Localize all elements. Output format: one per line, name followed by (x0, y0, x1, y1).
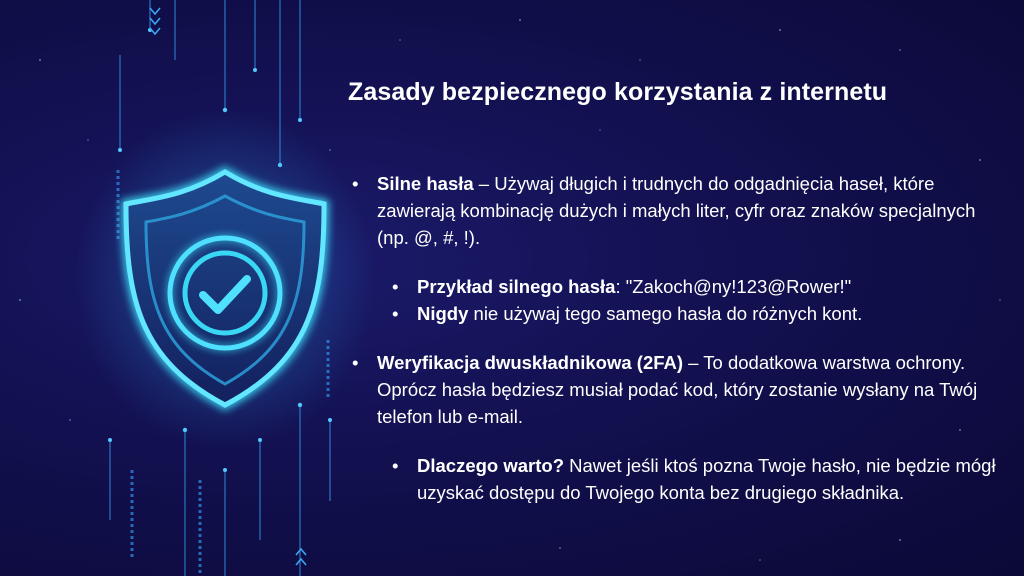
bullet-icon: • (352, 352, 359, 373)
bullet-icon: • (352, 173, 359, 194)
bullet-text: – Używaj długich i trudnych do odgadnięcia haseł, które zawierają kombinację dużych i małych liter, cyfr oraz znaków specjalnych (np. @, #, !). (377, 173, 976, 248)
sub-bullet-never (392, 300, 1012, 327)
sub-bullet-list (352, 273, 1012, 327)
sub-bullet-example (392, 273, 1012, 300)
bullet-heading: Silne hasła (377, 173, 474, 194)
sub-bullet-heading: Dlaczego warto? (417, 455, 564, 476)
slide-title: Zasady bezpiecznego korzystania z internetu (348, 78, 888, 106)
bullet-icon: • (392, 303, 399, 324)
bullet-icon: • (392, 276, 399, 297)
sub-list-wrapper (352, 452, 1012, 506)
bullet-2fa (352, 349, 1012, 430)
sub-bullet-heading: Przykład silnego hasła (417, 276, 616, 297)
sub-bullet-why (392, 452, 1012, 506)
sub-bullet-text: : "Zakoch@ny!123@Rower!" (615, 276, 852, 297)
sub-bullet-text: Nawet jeśli ktoś pozna Twoje hasło, nie będzie mógł uzyskać dostępu do Twojego konta bez drugiego składnika. (417, 455, 996, 503)
bullet-list (352, 170, 1012, 506)
sub-bullet-text: nie używaj tego samego hasła do różnych kont. (468, 303, 863, 324)
sub-list-wrapper (352, 273, 1012, 327)
sub-bullet-list (352, 452, 1012, 506)
sub-bullet-heading: Nigdy (417, 303, 469, 324)
bullet-strong-passwords (352, 170, 1012, 251)
bullet-icon: • (392, 455, 399, 476)
bullet-heading: Weryfikacja dwuskładnikowa (2FA) (377, 352, 684, 373)
bullet-text: – To dodatkowa warstwa ochrony. Oprócz hasła będziesz musiał podać kod, który zostanie wysłany na Twój telefon lub e-mail. (377, 352, 978, 427)
